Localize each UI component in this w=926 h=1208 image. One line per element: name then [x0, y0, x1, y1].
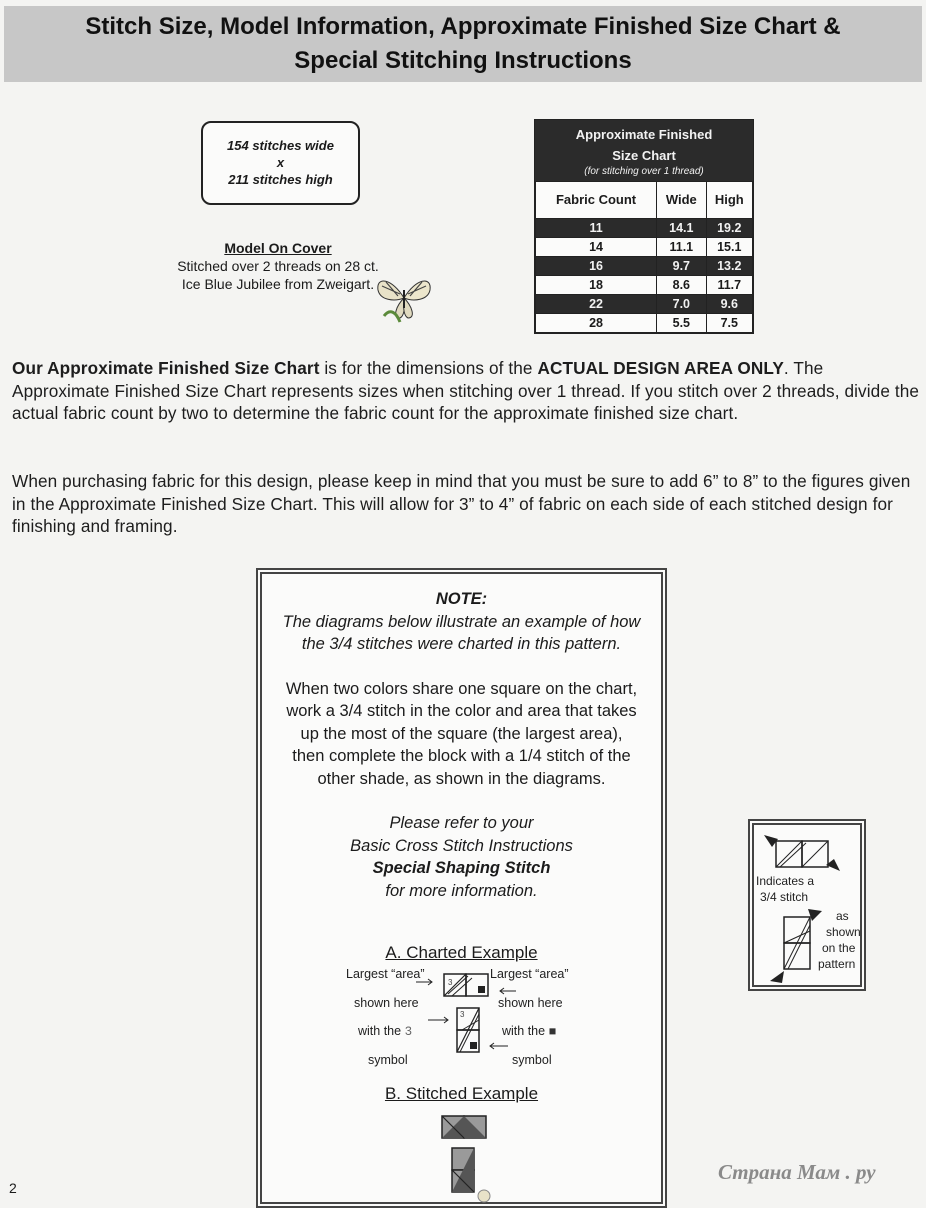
- cell-wide: 14.1: [657, 219, 706, 238]
- table-row: [536, 238, 753, 257]
- model-line1: Stitched over 2 threads on 28 ct.: [177, 258, 379, 274]
- stitches-wide: 154 stitches wide: [227, 138, 334, 153]
- legend-label-6: pattern: [818, 957, 856, 971]
- stitches-x: x: [276, 155, 285, 170]
- svg-text:3: 3: [448, 978, 453, 987]
- note-body-1: When two colors share one square on the chart,: [285, 679, 638, 698]
- note-body-5: other shade, as shown in the diagrams.: [317, 769, 606, 788]
- size-chart-table: [535, 181, 753, 333]
- butterfly-icon: [370, 272, 438, 324]
- cell-high: 11.7: [706, 276, 752, 295]
- cell-wide: 5.5: [657, 314, 706, 333]
- cell-count: 16: [536, 257, 657, 276]
- table-row: [536, 295, 753, 314]
- legend-label-5: on the: [822, 941, 856, 955]
- charted-example-title: A. Charted Example: [385, 943, 538, 962]
- stitched-example-diagram: [436, 1112, 496, 1204]
- stitches-high: 211 stitches high: [228, 172, 333, 187]
- note-body-3: up the most of the square (the largest area),: [300, 724, 623, 743]
- legend-label-3: as: [836, 909, 849, 923]
- note-intro-1: The diagrams below illustrate an example of how: [282, 612, 641, 631]
- note-intro-2: the 3/4 stitches were charted in this pattern.: [301, 635, 622, 653]
- table-row: [536, 219, 753, 238]
- cell-wide: 11.1: [657, 238, 706, 257]
- stitched-example-title: B. Stitched Example: [384, 1084, 539, 1103]
- size-chart-explanation: [12, 357, 922, 425]
- cell-high: 15.1: [706, 238, 752, 257]
- left-label-1: Largest “area”: [346, 967, 425, 981]
- page-title-line1: Stitch Size, Model Information, Approximate Finished Size Chart &: [85, 13, 841, 40]
- note-title: NOTE:: [435, 590, 488, 608]
- note-body-2: work a 3/4 stitch in the color and area that takes: [286, 702, 637, 720]
- three-quarter-stitch-legend: [748, 819, 866, 991]
- model-title: Model On Cover: [224, 240, 332, 256]
- page-title-line2: Special Stitching Instructions: [294, 47, 632, 74]
- size-chart-title-2: Size Chart: [612, 148, 676, 163]
- size-chart-header: [535, 120, 753, 181]
- watermark: Страна Мам . ру: [718, 1160, 876, 1184]
- stitch-count-box: [201, 121, 360, 205]
- left-label-3: with the 3: [358, 1024, 413, 1039]
- cell-high: 9.6: [706, 295, 752, 314]
- page-number: 2: [9, 1180, 17, 1196]
- legend-label-1: Indicates a: [756, 874, 815, 888]
- legend-label-4: shown: [826, 925, 861, 939]
- col-wide: Wide: [657, 182, 706, 219]
- svg-text:3: 3: [460, 1010, 465, 1019]
- note-body-4: then complete the block with a 1/4 stitch of the: [292, 747, 631, 765]
- legend-label-2: 3/4 stitch: [760, 890, 809, 904]
- cell-high: 7.5: [706, 314, 752, 333]
- cell-wide: 9.7: [657, 257, 706, 276]
- finished-size-chart: [534, 119, 754, 334]
- cell-count: 22: [536, 295, 657, 314]
- right-label-4: symbol: [512, 1053, 552, 1067]
- table-row: [536, 276, 753, 295]
- note-refer-2: Basic Cross Stitch Instructions: [350, 836, 573, 855]
- symbol-square-icon: ■: [548, 1024, 557, 1038]
- right-label-1: Largest “area”: [490, 967, 569, 981]
- note-box: [256, 568, 667, 1208]
- model-line2: Ice Blue Jubilee from Zweigart.: [181, 276, 375, 292]
- left-label-2: shown here: [354, 996, 419, 1010]
- cell-wide: 8.6: [657, 276, 706, 295]
- table-row: [536, 314, 753, 333]
- page-header: [4, 6, 922, 82]
- fabric-purchase-note: When purchasing fabric for this design, please keep in mind that you must be sure to add 6” to 8” to the figures given in the Approximate Finished Size Chart. This will allow for 3” to 4” of fabric on each side of each stitched design for finishing and framing.: [12, 471, 911, 536]
- cell-count: 14: [536, 238, 657, 257]
- para1-text2: . The Approximate Finished Size Chart represents sizes when stitching over 1 thread. If you stitch over 2 threads, divide the actual fabric count by two to determine the fabric count for the approximate finished size chart.: [12, 358, 920, 423]
- cell-count: 28: [536, 314, 657, 333]
- col-fabric-count: Fabric Count: [536, 182, 657, 219]
- para1-bold2: ACTUAL DESIGN AREA ONLY: [537, 358, 784, 378]
- right-label-3: with the ■: [502, 1024, 557, 1038]
- cell-high: 19.2: [706, 219, 752, 238]
- col-high: High: [706, 182, 752, 219]
- cell-wide: 7.0: [657, 295, 706, 314]
- model-info: [150, 239, 406, 293]
- left-label-4: symbol: [368, 1053, 408, 1067]
- note-refer-3: Special Shaping Stitch: [372, 859, 551, 877]
- cell-high: 13.2: [706, 257, 752, 276]
- note-refer-1: Please refer to your: [389, 814, 534, 832]
- size-chart-subtitle: (for stitching over 1 thread): [584, 166, 704, 177]
- note-refer-4: for more information.: [385, 881, 538, 900]
- charted-example-diagram: [412, 970, 522, 1070]
- symbol-3-icon: 3: [404, 1025, 413, 1039]
- para1-bold1: Our Approximate Finished Size Chart: [12, 358, 320, 378]
- table-row: [536, 257, 753, 276]
- cell-count: 11: [536, 219, 657, 238]
- size-chart-title-1: Approximate Finished: [575, 127, 713, 142]
- cell-count: 18: [536, 276, 657, 295]
- para1-text1: is for the dimensions of the: [319, 358, 538, 378]
- right-label-2: shown here: [498, 996, 563, 1010]
